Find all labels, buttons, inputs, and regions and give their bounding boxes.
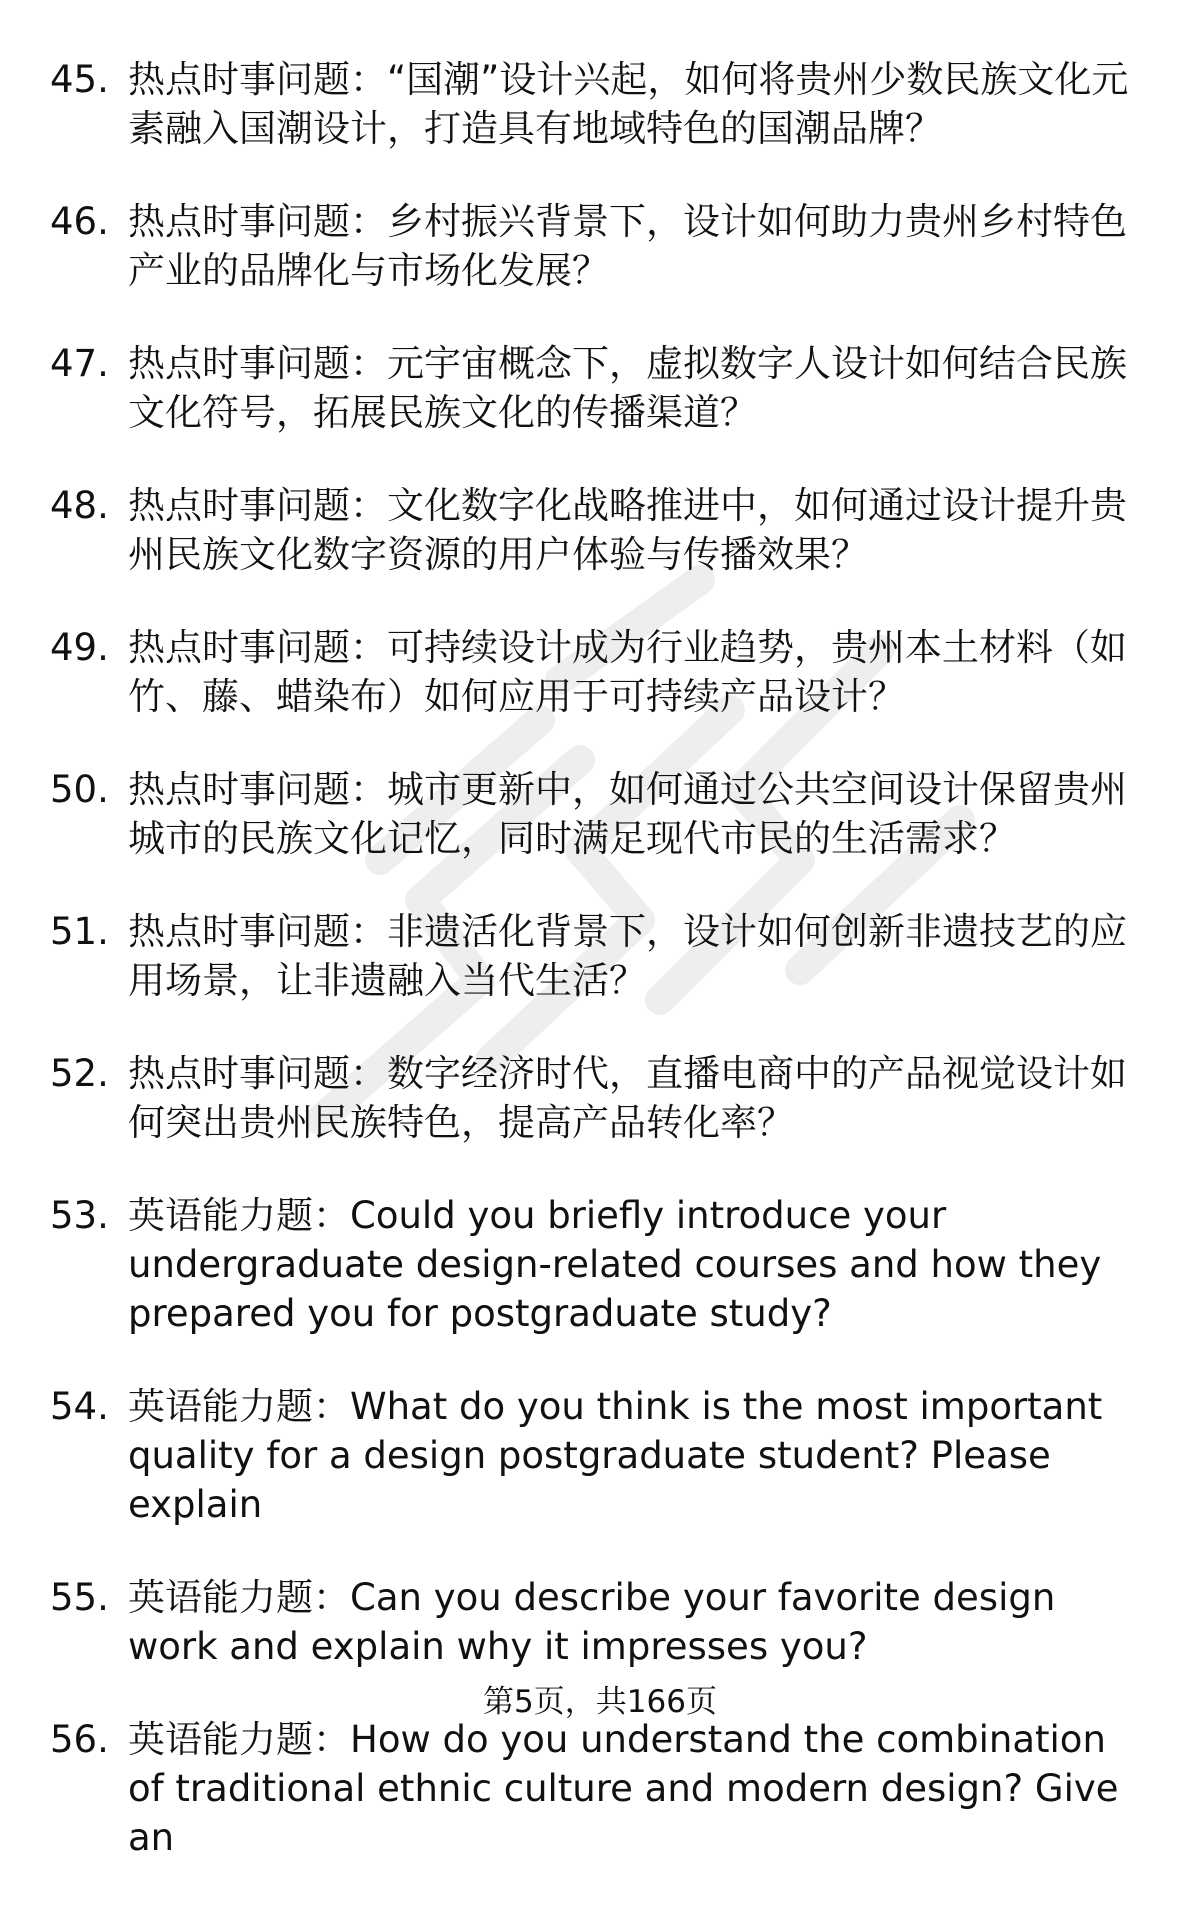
list-item [50,1573,1150,1671]
item-text: 热点时事问题：城市更新中，如何通过公共空间设计保留贵州城市的民族文化记忆，同时满足现代市民的生活需求？ [128,768,1127,860]
item-text: 英语能力题：How do you understand the combination of traditional ethnic culture and modern design? Give an [128,1718,1119,1859]
list-item [50,197,1150,295]
question-list [50,55,1150,1906]
list-item [50,1049,1150,1147]
item-text: 热点时事问题：非遗活化背景下，设计如何创新非遗技艺的应用场景，让非遗融入当代生活？ [128,910,1127,1002]
item-text: 英语能力题：Could you briefly introduce your undergraduate design-related courses and how they prepared you for postgraduate study? [128,1194,1102,1335]
item-text: 热点时事问题：数字经济时代，直播电商中的产品视觉设计如何突出贵州民族特色，提高产品转化率？ [128,1052,1127,1144]
item-number: 52. [50,1052,109,1095]
item-number: 53. [50,1194,109,1237]
item-number: 46. [50,200,109,243]
item-number: 48. [50,484,109,527]
list-item [50,1715,1150,1862]
item-text: 热点时事问题：元宇宙概念下，虚拟数字人设计如何结合民族文化符号，拓展民族文化的传播渠道？ [128,342,1127,434]
list-item [50,481,1150,579]
item-text: 热点时事问题：乡村振兴背景下，设计如何助力贵州乡村特色产业的品牌化与市场化发展？ [128,200,1127,292]
page-footer: 第5页，共166页 [483,1684,717,1720]
list-item [50,339,1150,437]
item-number: 45. [50,58,109,101]
item-text: 热点时事问题：“国潮”设计兴起，如何将贵州少数民族文化元素融入国潮设计，打造具有地域特色的国潮品牌？ [128,58,1129,150]
item-number: 47. [50,342,109,385]
item-text: 英语能力题：Can you describe your favorite design work and explain why it impresses you? [128,1576,1056,1668]
item-number: 54. [50,1385,109,1428]
list-item [50,1191,1150,1338]
list-item [50,55,1150,153]
item-number: 56. [50,1718,109,1761]
item-text: 英语能力题：What do you think is the most important quality for a design postgraduate student? Please explain [128,1385,1103,1526]
item-text: 热点时事问题：文化数字化战略推进中，如何通过设计提升贵州民族文化数字资源的用户体验与传播效果？ [128,484,1127,576]
item-number: 50. [50,768,109,811]
list-item [50,1382,1150,1529]
item-number: 49. [50,626,109,669]
list-item [50,907,1150,1005]
item-number: 51. [50,910,109,953]
item-text: 热点时事问题：可持续设计成为行业趋势，贵州本土材料（如竹、藤、蜡染布）如何应用于可持续产品设计？ [128,626,1127,718]
list-item [50,623,1150,721]
list-item [50,765,1150,863]
item-number: 55. [50,1576,109,1619]
